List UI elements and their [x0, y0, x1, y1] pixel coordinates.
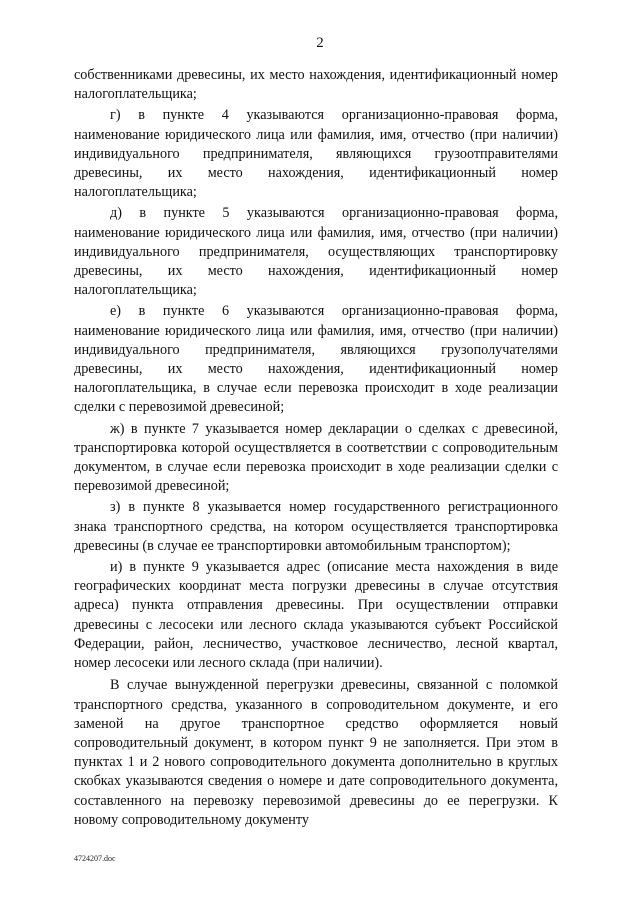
paragraph-item-d: д) в пункте 5 указываются организационно-правовая форма, наименование юридического лица или фамилия, имя, отчество (при наличии) индивидуального предпринимателя, осуществляющих транспортировку древесины, их место нахождения, идентификационный номер налогоплательщика;: [74, 205, 558, 299]
paragraph-item-zh: ж) в пункте 7 указывается номер декларации о сделках с древесиной, транспортировка которой осуществляется в соответствии с сопроводительным документом, в случае если перевозка происходит в ходе реализации сделки с перевозимой древесиной;: [74, 420, 558, 495]
document-body: [74, 66, 558, 830]
paragraph-item-i: и) в пункте 9 указывается адрес (описание места нахождения в виде географических координат места погрузки древесины в случае отсутствия адреса) пункта отправления древесины. При осуществлении отправки древесины с лесосеки или лесного склада указываются субъект Российской Федерации, район, лесничество, участковое лесничество, лесной квартал, номер лесосеки или лесного склада (при наличии).: [74, 559, 558, 672]
page-number: 2: [316, 35, 324, 51]
paragraph-reloading-case: В случае вынужденной перегрузки древесины, связанной с поломкой транспортного средства, указанного в сопроводительном документе, и его заменой на другое транспортное средство оформляется новый сопроводительный документ, в котором пункт 9 не заполняется. При этом в пунктах 1 и 2 нового сопроводительного документа дополнительно в круглых скобках указываются сведения о номере и дате сопроводительного документа, составленного на перевозку перевозимой древесины до ее перегрузки. К новому сопроводительному документу: [74, 677, 558, 828]
paragraph-item-g: г) в пункте 4 указываются организационно-правовая форма, наименование юридического лица или фамилия, имя, отчество (при наличии) индивидуального предпринимателя, являющихся грузоотправителями древесины, их место нахождения, идентификационный номер налогоплательщика;: [74, 107, 558, 201]
paragraph-item-z: з) в пункте 8 указывается номер государственного регистрационного знака транспортного средства, на котором осуществляется транспортировка древесины (в случае ее транспортировки автомобильным транспортом);: [74, 499, 558, 554]
paragraph-item-e: е) в пункте 6 указываются организационно-правовая форма, наименование юридического лица или фамилия, имя, отчество (при наличии) индивидуального предпринимателя, являющихся грузополучателями древесины, их место нахождения, идентификационный номер налогоплательщика, в случае если перевозка происходит в ходе реализации сделки с перевозимой древесиной;: [74, 303, 558, 416]
document-file-name: 4724207.doc: [74, 854, 116, 863]
paragraph-continuation: собственниками древесины, их место нахождения, идентификационный номер налогоплательщика;: [74, 67, 558, 103]
